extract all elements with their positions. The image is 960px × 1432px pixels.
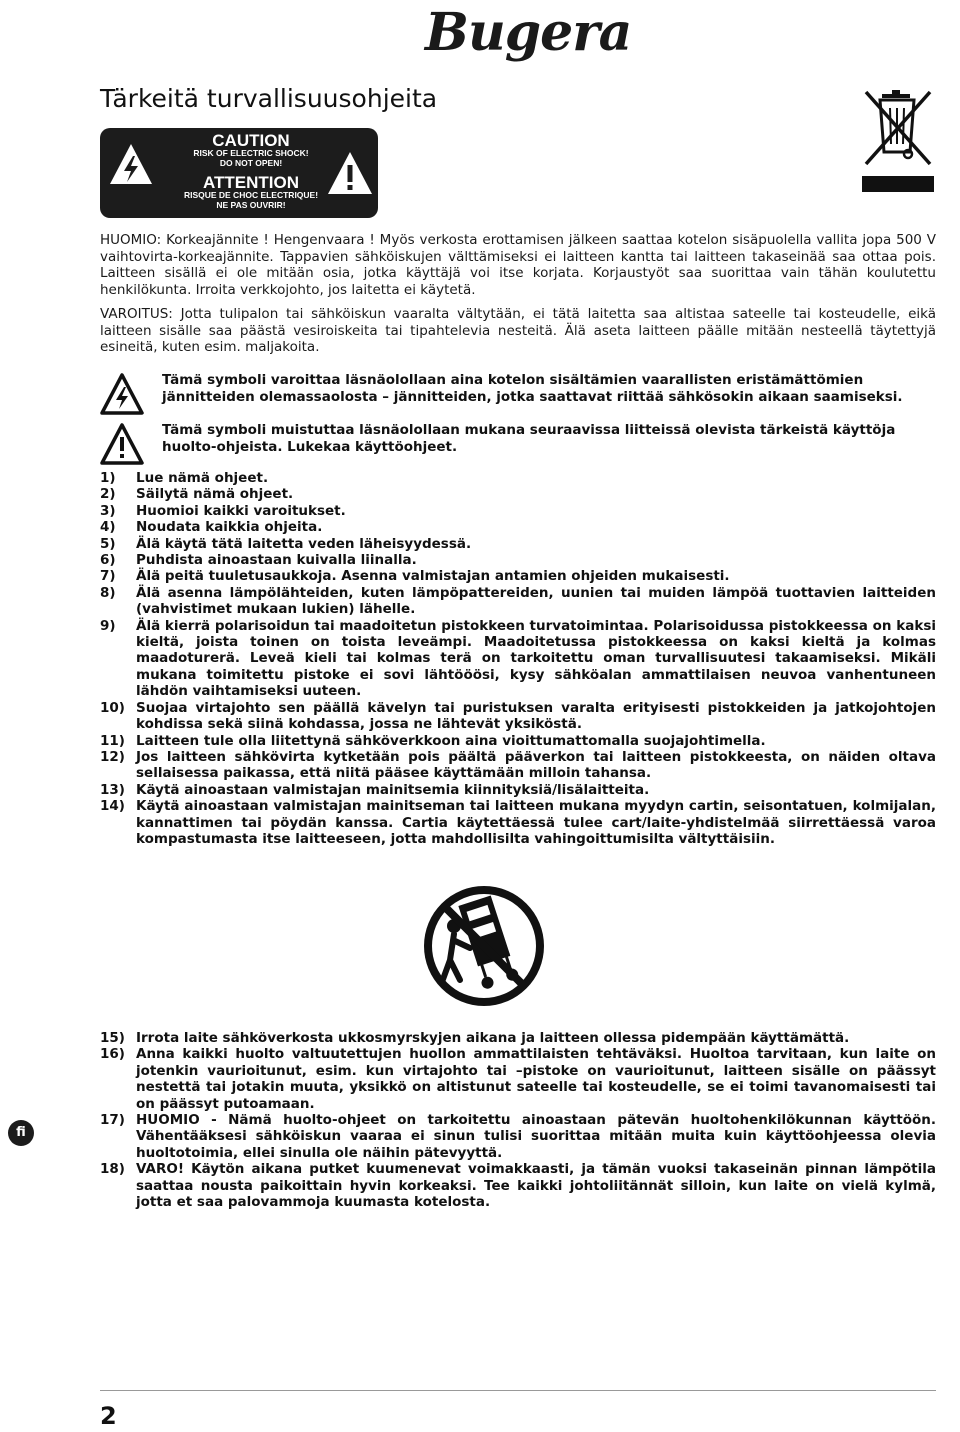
list-item-number: 12) xyxy=(100,748,125,765)
list-item xyxy=(100,1112,936,1161)
list-item-number: 7) xyxy=(100,568,116,585)
list-item-number: 17) xyxy=(100,1112,125,1129)
list-item-text: Älä käytä tätä laitetta veden läheisyydessä. xyxy=(136,535,472,552)
instructions-list-a xyxy=(100,470,936,847)
list-item-number: 2) xyxy=(100,486,116,503)
list-item xyxy=(100,1030,936,1046)
list-item-number: 10) xyxy=(100,699,125,716)
list-item-number: 9) xyxy=(100,617,116,634)
list-item-number: 1) xyxy=(100,470,116,486)
list-item-text: Älä kierrä polarisoidun tai maadoitetun pistokkeen turvatoimintaa. Polarisoidussa pistokkeessa on kaksi kieltä, joista toinen on toista leveämpi. Maadoitetussa pistokkeessa on kaksi kieltä ja kolmas maadoturerä. Leveä kieli tai kolmas terä on tarkoitettu oman turvallisuutesi takaamiseksi. Mikäli mukana toimitettu pistoke ei sovi lähtööösi, kysy sähköalan ammattilaisen neuvoa vanhentuneen lähdön vaihtamiseksi uuteen. xyxy=(136,617,936,700)
list-item-text: Huomioi kaikki varoitukset. xyxy=(136,502,346,519)
list-item-text: Noudata kaikkia ohjeita. xyxy=(136,519,323,536)
list-item xyxy=(100,1046,936,1112)
huomio-paragraph: HUOMIO: Korkeajännite ! Hengenvaara ! Myös verkosta erottamisen jälkeen saattaa kotelon sisäpuolella vallita jopa 500 V vaihtovirta-korkeajännite. Tappavien sähköiskujen välttämiseksi ei laitteen kantta tai laitteen takaseinää saa ottaa pois. Laitteen sisällä ei ole mitään osia, jotka käyttäjä voi itse korjata. Korjaustyöt saa suorittaa vain tähän koulutettu henkilökunta. Irroita verkkojohto, jos laitetta ei käytetä. xyxy=(100,232,936,298)
lightning-triangle-icon xyxy=(100,372,144,416)
list-item-text: Säilytä nämä ohjeet. xyxy=(136,486,294,503)
list-item xyxy=(100,700,936,733)
lightning-symbol-description: Tämä symboli varoittaa läsnäolollaan aina kotelon sisältämien vaarallisten eristämättömien jännitteiden olemassaolosta – jännitteiden, jotka saattavat riittää sähkösokin aikaan saamiseksi. xyxy=(162,372,903,405)
list-item-number: 15) xyxy=(100,1030,125,1046)
list-item-text: Älä asenna lämpölähteiden, kuten lämpöpattereiden, uunien tai muiden lämpöä tuottavien laitteiden (vahvistimet mukaan lukien) lähelle. xyxy=(136,584,936,618)
exclamation-triangle-icon xyxy=(326,150,374,196)
list-item xyxy=(100,568,936,584)
attention-heading: ATTENTION xyxy=(202,173,299,192)
list-item-number: 4) xyxy=(100,519,116,536)
brand-logo: Bugera xyxy=(425,2,632,63)
exclamation-triangle-icon xyxy=(100,422,144,466)
list-item xyxy=(100,798,936,847)
list-item-number: 18) xyxy=(100,1161,125,1178)
attention-line-2: NE PAS OUVRIR! xyxy=(216,199,286,210)
list-item-number: 11) xyxy=(100,732,125,749)
language-badge: fi xyxy=(8,1120,34,1146)
list-item xyxy=(100,519,936,535)
caution-line-1: RISK OF ELECTRIC SHOCK! xyxy=(193,148,309,158)
list-item-text: Suojaa virtajohto sen päällä kävelyn tai puristuksen varalta erityisesti pistokkeiden ja jatkojohtojen kohdissa sekä siinä kohdassa, jossa ne lähtevät yksiköstä. xyxy=(136,699,936,733)
list-item xyxy=(100,733,936,749)
caution-text xyxy=(166,132,336,210)
no-cart-tipover-icon xyxy=(420,882,548,1010)
list-item-text: Älä peitä tuuletusaukkoja. Asenna valmistajan antamien ohjeiden mukaisesti. xyxy=(136,568,730,585)
list-item xyxy=(100,618,936,700)
exclamation-symbol-description: Tämä symboli muistuttaa läsnäolollaan mukana seuraavissa liitteissä olevista tärkeistä käyttöja huolto-ohjeista. Lukekaa käyttöohjeet. xyxy=(162,422,896,455)
list-item xyxy=(100,1161,936,1210)
list-item-text: Anna kaikki huolto valtuutettujen huollon ammattilaisten tehtäväksi. Huoltoa tarvitaan, kun laite on jotenkin vaurioitunut, esim. kun virtajohto tai –pistoke on vaurioitunut, laitteen sisälle on päässyt nestettä tai jotakin muuta, yksikkö on altistunut sateelle tai kosteudelle, se ei toimi tavanomaisesti tai on päässyt putoamaan. xyxy=(136,1046,936,1112)
caution-label xyxy=(100,128,378,218)
list-item xyxy=(100,749,936,782)
list-item xyxy=(100,486,936,502)
instructions-list-b xyxy=(100,1030,936,1210)
list-item xyxy=(100,585,936,618)
list-item-text: Lue nämä ohjeet. xyxy=(136,470,269,486)
list-item-text: Puhdista ainoastaan kuivalla liinalla. xyxy=(136,552,417,569)
list-item-number: 6) xyxy=(100,552,116,569)
list-item-number: 14) xyxy=(100,798,125,815)
page-title: Tärkeitä turvallisuusohjeita xyxy=(100,84,438,113)
list-item-text: Jos laitteen sähkövirta kytketään pois päältä pääverkon tai laitteen pistokkeesta, on näiden oltava sellaisessa paikassa, että niitä pääsee käyttämään milloin tahansa. xyxy=(136,748,936,782)
attention-line-1: RISQUE DE CHOC ELECTRIQUE! xyxy=(183,190,319,200)
page-number: 2 xyxy=(100,1402,117,1430)
list-item-number: 3) xyxy=(100,502,116,519)
footer-divider xyxy=(100,1390,936,1391)
list-item xyxy=(100,782,936,798)
list-item-text: VARO! Käytön aikana putket kuumenevat voimakkaasti, ja tämän vuoksi takaseinän pinnan lämpötila saattaa nousta paikoittain hyvin korkeaksi. Tee kaikki johtoliitännät silloin, kun laite on vielä kylmä, jotta et saa palovammoja kuumasta kotelosta. xyxy=(136,1161,936,1211)
crossed-out-bin-icon xyxy=(862,88,934,192)
lightning-triangle-icon xyxy=(108,142,154,186)
list-item-number: 16) xyxy=(100,1046,125,1063)
list-item xyxy=(100,552,936,568)
list-item-text: Käytä ainoastaan valmistajan mainitseman tai laitteen mukana myydyn cartin, seisontatuen, kolmijalan, kannattimen tai pöydän kanssa. Cartia käytettäessä tulee cart/laite-yhdistelmää siirrettäessä varoa kompastumasta itse laitteeseen, jotta mahdollisilta vahingoittumisilta vältyttäisiin. xyxy=(136,798,936,847)
list-item-text: Irrota laite sähköverkosta ukkosmyrskyjen aikana ja laitteen ollessa pidempään käyttämättä. xyxy=(136,1030,850,1046)
list-item-number: 5) xyxy=(100,535,116,552)
list-item-text: Käytä ainoastaan valmistajan mainitsemia kiinnityksiä/lisälaitteita. xyxy=(136,781,650,798)
list-item-number: 8) xyxy=(100,584,116,601)
caution-heading: CAUTION xyxy=(212,131,290,150)
caution-line-2: DO NOT OPEN! xyxy=(219,157,283,168)
list-item xyxy=(100,536,936,552)
list-item-text: Laitteen tule olla liitettynä sähköverkkoon aina vioittumattomalla suojajohtimella. xyxy=(136,732,766,749)
list-item-text: HUOMIO - Nämä huolto-ohjeet on tarkoitettu ainoastaan pätevän huoltohenkilökunnan käyttöön. Vähentääksesi sähköiskun vaaraa ei sinun tulisi suorittaa mitään muita kuin käyttöohjeessa olevia huoltotoimia, ellei sinulla ole näihin pätevyyttä. xyxy=(136,1112,936,1161)
list-item-number: 13) xyxy=(100,781,125,798)
varoitus-paragraph: VAROITUS: Jotta tulipalon tai sähköiskun vaaralta vältytään, ei tätä laitetta saa altistaa sateelle tai kosteudelle, eikä laitteen sisälle saa päästä vesiroiskeita tai tipahtelevia nesteitä. Älä aseta laitteen päälle mitään nesteellä täytettyjä esineitä, kuten esim. maljakoita. xyxy=(100,306,936,356)
list-item xyxy=(100,470,936,486)
list-item xyxy=(100,503,936,519)
